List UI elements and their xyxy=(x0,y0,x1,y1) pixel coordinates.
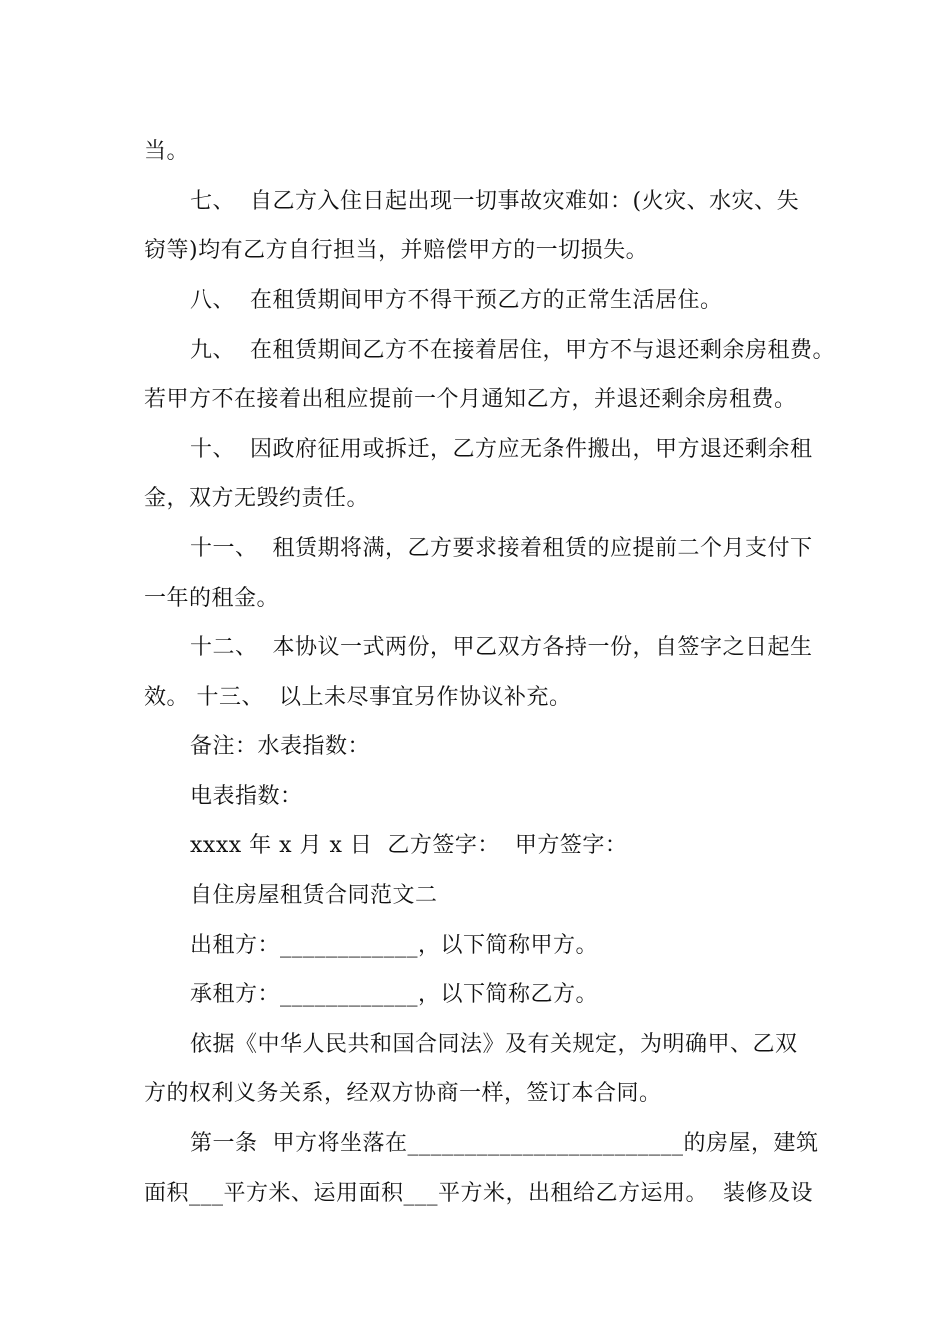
text-line: 金，双方无毁约责任。 xyxy=(144,486,370,511)
signature-line: xxxx 年 x 月 x 日 乙方签字： 甲方签字： xyxy=(190,833,628,858)
text-line: 十一、 租赁期将满，乙方要求接着租赁的应提前二个月支付下 xyxy=(190,536,813,561)
text-line: 九、 在租赁期间乙方不在接着居住，甲方不与退还剩余房租费。 xyxy=(190,338,835,363)
text-line: 方的权利义务关系，经双方协商一样，签订本合同。 xyxy=(144,1081,662,1106)
text-line: 一年的租金。 xyxy=(144,586,280,611)
text-line: 备注：水表指数： xyxy=(190,734,371,759)
text-line: 若甲方不在接着出租应提前一个月通知乙方，并退还剩余房租费。 xyxy=(144,387,797,412)
text-line: 承租方：____________，以下简称乙方。 xyxy=(190,982,599,1007)
text-line: 效。 十三、 以上未尽事宜另作协议补充。 xyxy=(144,685,572,710)
text-line: 出租方：____________，以下简称甲方。 xyxy=(190,933,599,958)
text-line: 窃等)均有乙方自行担当，并赔偿甲方的一切损失。 xyxy=(144,238,649,263)
text-line: 十、 因政府征用或拆迁，乙方应无条件搬出，甲方退还剩余租 xyxy=(190,437,813,462)
text-line: 第一条 甲方将坐落在________________________的房屋，建筑 xyxy=(190,1131,819,1156)
text-line: 八、 在租赁期间甲方不得干预乙方的正常生活居住。 xyxy=(190,288,723,313)
text-line: 面积___平方米、运用面积___平方米，出租给乙方运用。 装修及设 xyxy=(144,1181,813,1206)
text-line: 七、 自乙方入住日起出现一切事故灾难如：(火灾、水灾、失 xyxy=(190,189,800,214)
text-line: 依据《中华人民共和国合同法》及有关规定，为明确甲、乙双 xyxy=(190,1032,798,1057)
text-line: 电表指数： xyxy=(190,784,303,809)
text-line: 十二、 本协议一式两份，甲乙双方各持一份，自签字之日起生 xyxy=(190,635,813,660)
text-line: 当。 xyxy=(144,139,190,164)
section-title: 自住房屋租赁合同范文二 xyxy=(190,883,438,908)
